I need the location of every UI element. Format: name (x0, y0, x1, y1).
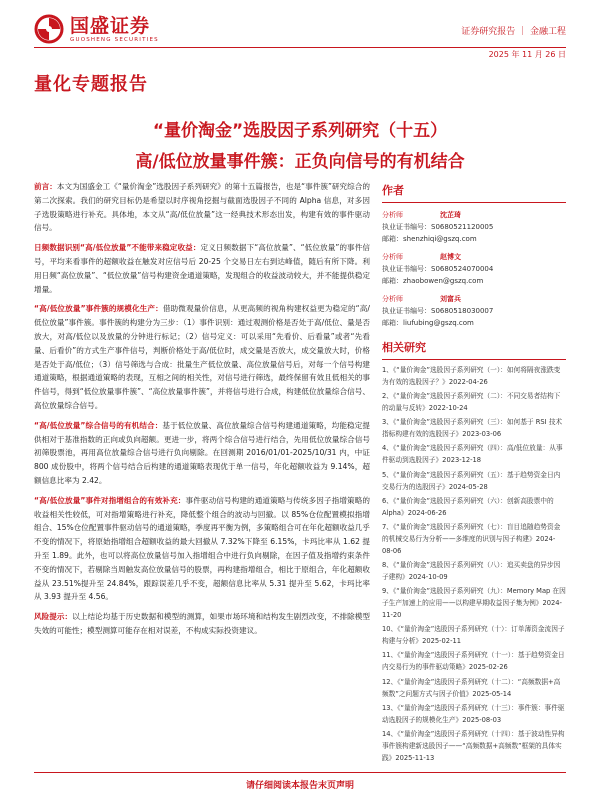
related-item[interactable]: 4、《“量价淘金”选股因子系列研究（四）：高/低位放量：从事件驱动到选股因子》2023-12-18 (382, 444, 563, 465)
paragraph-text: 本文为国盛金工《“量价淘金”选股因子系列研究》的第十五篇报告，也是“事件簇”研究综合的第二次探索。我们的研究目标仍是希望以时序视角挖掘与截面选股因子不同的 Alpha 信息，对多因子选股策略进行补充。具体地，本文从“高/低位放量”这一经典技术形态出发，构建有效的事件驱动信号。 (34, 182, 371, 233)
related-research-list (382, 364, 566, 764)
paragraph-index-enhance (34, 494, 370, 604)
analyst-name: 沈芷琦 (440, 211, 461, 219)
analyst-email[interactable]: zhaobowen@gszq.com (403, 277, 484, 285)
related-item[interactable]: 3、《“量价淘金”选股因子系列研究（三）：如何基于 RSI 技术指标构建有效的选股因子》2023-03-06 (382, 418, 563, 439)
logo-name-cn: 国盛证券 (70, 14, 151, 37)
paragraph-text: 基于低位放量、高位放量综合信号构建通道策略，均能稳定提供相对于基准指数的正向或负向超额。更进一步，将两个综合信号进行结合，先用低位放量综合信号初筛股票池，再用高位放量综合信号进行负向剔除。在回测期 2016/01/01-2025/10/31 内，中证 800 成份股中，将两个信号结合后构建的通道策略表现优于单一信号，年化超额收益为 9.14%，超额信息比率为 2.42。 (34, 420, 370, 485)
related-item[interactable]: 10、《“量价淘金”选股因子系列研究（十）：订单薄资金流因子构建与分析》2025-02-11 (382, 625, 565, 646)
cert-label: 执业证书编号： (382, 307, 431, 315)
logo-icon (34, 14, 64, 44)
paragraph-text: 事件驱动信号构建的通道策略与传统多因子指增策略的收益相关性较低，可对指增策略进行补充，降低整个组合的波动与回撤。以 85%仓位配置模拟指增组合、15%仓位配置事件驱动信号的通道策略，季度再平衡为例，多策略组合可在年化超额收益几乎不变的情况下，将原始指增组合超额收益的最大回撤从 7.32%下降至 6.15%，卡玛比率从 1.62 提升至 1.89。此外，也可以将高位放量信号加入指增组合中进行负向剔除，在因子值及指增约束条件不变的情况下，若剔除当周触发高位放量信号的股票，再构建指增组合，相比于原组合，年化超额收益从 23.51%提升至 24.84%，跟踪误差几乎不变，超额信息比率从 5.31 提升至 5.62，卡玛比率从 3.93 提升至 4.56。 (34, 495, 370, 602)
related-item[interactable]: 12、《“量价淘金”选股因子系列研究（十二）：“高频数据+高频数”之问题方式与因子价值》2025-05-14 (382, 677, 561, 698)
analyst-cert: S0680521120005 (431, 223, 494, 231)
analyst-email[interactable]: shenzhiqi@gszq.com (403, 235, 477, 243)
paragraph-label: 风险提示： (34, 612, 73, 622)
report-type: 量化专题报告 (34, 74, 148, 95)
paragraph-label: “高/低位放量”事件对指增组合的有效补充： (34, 495, 186, 505)
analyst-cert: S0680524070004 (431, 265, 494, 273)
analyst-email[interactable]: liufubing@gszq.com (403, 319, 474, 327)
footer-divider (34, 772, 566, 773)
paragraph-daily (34, 241, 370, 296)
analyst-cert: S0680518030007 (431, 307, 494, 315)
analyst-role: 分析师 (382, 253, 403, 261)
related-item[interactable]: 5、《“量价淘金”选股因子系列研究（五）：基于趋势资金日内交易行为的选股因子》2024-05-28 (382, 470, 561, 491)
related-item[interactable]: 7、《“量价淘金”选股因子系列研究（七）：盲目追随趋势资金的机械交易行为分析——多维度的识别与因子构建》2024-08-06 (382, 522, 561, 555)
report-title: “量价淘金”选股因子系列研究（十五） (152, 121, 448, 141)
paragraph-label: “高/低位放量”综合信号的有机结合： (34, 420, 163, 430)
related-item[interactable]: 13、《“量价淘金”选股因子系列研究（十三）：事件簇：事件驱动选股因子的规模化生产》2025-08-03 (382, 703, 565, 724)
paragraph-combined (34, 419, 370, 488)
email-label: 邮箱： (382, 319, 403, 327)
analyst-card (382, 293, 566, 329)
report-header (0, 0, 600, 64)
report-subtitle: 高/低位放量事件簇：正负向信号的有机结合 (135, 152, 465, 172)
analyst-role: 分析师 (382, 295, 403, 303)
report-category: 证券研究报告 ｜ 金融工程 (461, 27, 566, 37)
footer-disclaimer: 请仔细阅读本报告末页声明 (245, 781, 354, 791)
analyst-card (382, 251, 566, 287)
paragraph-text: 借助微观量价信息，从更高频的视角构建权益更为稳定的“高/低位放量”事件簇。事件簇的构建分为三步：（1）事件识别：通过观测价格是否处于高/低位、量是否放大，对高/低位以及放量的分钟进行标记；（2）信号定义：可以采用“先看价、后看量”或者“先看量、后看价”的方式生产事件信号，判断价格处于高/低位时，成交量是否放大，成交量放大时，价格是否处于高/低位；（3）信号筛选与合成：批量生产低位放量、高位放量信号后，对每一个信号构建通道策略，根据通道策略的表现，互相之间的相关性，对信号进行筛选，最终保留有效且低相关的事件信号，得到“低位放量事件簇”、“高位放量事件簇”，并将信号进行合成，构建低位放量综合信号、高位放量综合信号。 (34, 304, 370, 410)
related-item[interactable]: 8、《“量价淘金”选股因子系列研究（八）：追买卖盘的异步因子建构》2024-10-09 (382, 560, 561, 581)
paragraph-text: 以上结论均基于历史数据和模型的测算，如果市场环境和结构发生剧烈改变，不排除模型失效的可能性；模型测算可能存在相对误差，不构成实际投资建议。 (34, 612, 370, 635)
paragraph-label: “高/低位放量”事件簇的规模化生产： (34, 304, 163, 314)
authors-heading: 作者 (382, 182, 566, 203)
related-item[interactable]: 1、《“量价淘金”选股因子系列研究（一）：如何将隔夜涨跌变为有效的选股因子？》2022-04-26 (382, 366, 561, 387)
cert-label: 执业证书编号： (382, 265, 431, 273)
paragraph-label: 前言： (34, 182, 57, 191)
logo-name-en: GUOSHENG SECURITIES (70, 36, 159, 43)
paragraph-intro (34, 180, 370, 235)
paragraph-cluster (34, 302, 370, 412)
paragraph-risk (34, 610, 370, 638)
sidebar (382, 182, 566, 766)
analyst-name: 赵博文 (440, 253, 461, 261)
related-heading: 相关研究 (382, 339, 566, 360)
paragraph-label: 日频数据识别“高/低位放量”不能带来稳定收益： (34, 243, 201, 253)
analyst-card (382, 209, 566, 245)
related-item[interactable]: 2、《“量价淘金”选股因子系列研究（二）：不同交易者结构下的动量与反转》2022-10-24 (382, 392, 561, 413)
related-item[interactable]: 6、《“量价淘金”选股因子系列研究（六）：创新高股票中的 Alpha》2024-06-26 (382, 496, 554, 517)
report-date: 2025 年 11 月 26 日 (488, 50, 566, 59)
email-label: 邮箱： (382, 277, 403, 285)
analyst-name: 刘富兵 (440, 295, 461, 303)
analyst-role: 分析师 (382, 211, 403, 219)
email-label: 邮箱： (382, 235, 403, 243)
company-logo (34, 14, 159, 44)
related-item[interactable]: 14、《“量价淘金”选股因子系列研究（十四）：基于波动性异构事件簇构建新选股因子——“高频数据+高频数”框架的具体实践》2025-11-13 (382, 729, 565, 762)
related-item[interactable]: 9、《“量价淘金”选股因子系列研究（九）：Memory Map 在因子生产加速上的应用——以构建早期收益因子集为例》2024-11-20 (382, 587, 566, 620)
header-divider (34, 47, 566, 48)
paragraph-text: 定义日频数据下“高位放量”、“低位放量”的事件信号，平均来看事件的超额收益在触发对应信号后 20-25 个交易日左右到达峰值，随后有所下降。利用日频“高位放量”、“低位放量”信号构建资金通道策略，发现组合的收益波动较大，并不能提供稳定增量。 (34, 243, 370, 294)
summary-body (34, 180, 370, 644)
cert-label: 执业证书编号： (382, 223, 431, 231)
related-item[interactable]: 11、《“量价淘金”选股因子系列研究（十一）：基于趋势资金日内交易行为的事件驱动策略》2025-02-26 (382, 651, 565, 672)
